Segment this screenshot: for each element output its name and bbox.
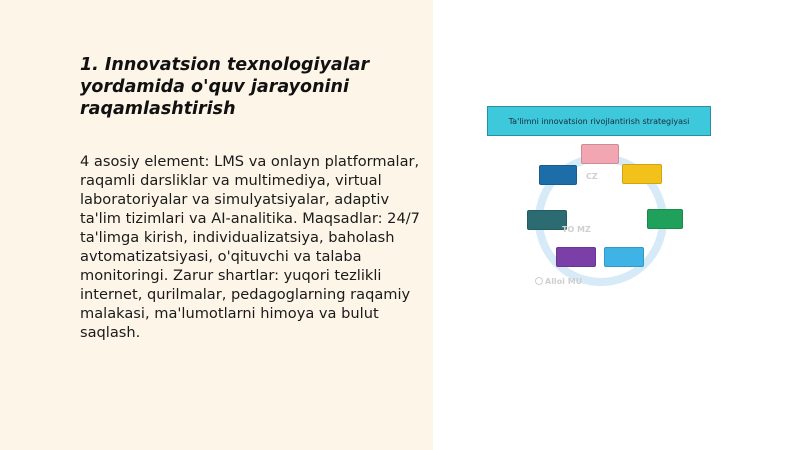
- cycle-node-top-left: [539, 165, 577, 185]
- strategy-diagram-image: [478, 96, 728, 301]
- watermark-icon: [535, 277, 543, 285]
- slide-title: 1. Innovatsion texnologiyalar yordamida o'quv jarayonini raqamlashtirish: [80, 55, 370, 119]
- cycle-node-top-right: [622, 164, 662, 184]
- cycle-node-bottom: [556, 247, 596, 267]
- watermark-text-3: Alloi MU: [545, 277, 583, 286]
- cycle-node-left: [527, 210, 567, 230]
- watermark-text-1: CZ: [586, 172, 598, 181]
- cycle-node-bottom-right: [604, 247, 644, 267]
- cycle-node-top: [581, 144, 619, 164]
- watermark-text-2: TO MZ: [562, 225, 591, 234]
- diagram-banner: [487, 106, 711, 136]
- slide-body-text: 4 asosiy element: LMS va onlayn platformalar, raqamli darsliklar va multimediya, virtual laboratoriyalar va simulyatsiyalar, adaptiv ta'lim tizimlari va AI-analitika. Maqsadlar: 24/7 ta'limga kirish, individualizatsiya, baholash avtomatizatsiyasi, o'qituvchi va talaba monitoringi. Zarur shartlar: yuqori tezlikli internet, qurilmalar, pedagoglarning raqamiy malakasi, ma'lumotlarni himoya va bulut saqlash.: [80, 153, 420, 341]
- cycle-node-right: [647, 209, 683, 229]
- diagram-banner-label: Ta'limni innovatsion rivojlantirish strategiyasi: [508, 116, 690, 126]
